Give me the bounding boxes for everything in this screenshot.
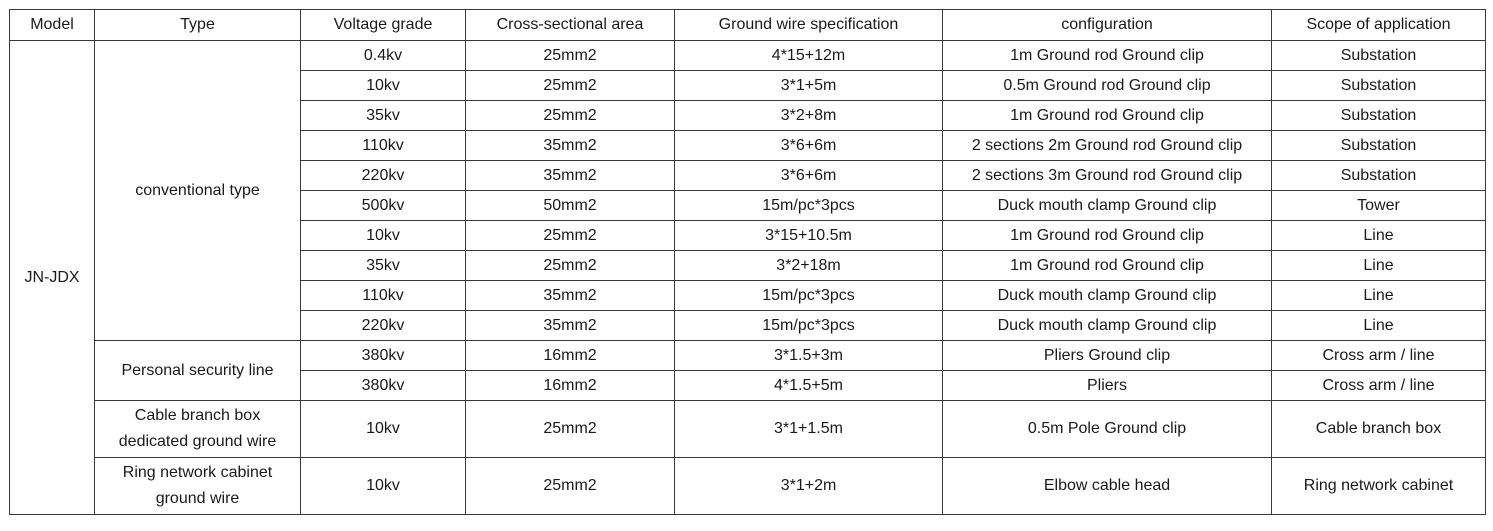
voltage-cell: 35kv — [301, 101, 466, 131]
voltage-cell: 380kv — [301, 341, 466, 371]
ground-wire-cell: 3*1+2m — [675, 458, 943, 515]
voltage-cell: 0.4kv — [301, 41, 466, 71]
scope-cell: Cross arm / line — [1272, 371, 1486, 401]
area-cell: 25mm2 — [466, 71, 675, 101]
voltage-cell: 10kv — [301, 401, 466, 458]
voltage-cell: 35kv — [301, 251, 466, 281]
scope-cell: Cross arm / line — [1272, 341, 1486, 371]
voltage-cell: 220kv — [301, 311, 466, 341]
configuration-cell: 1m Ground rod Ground clip — [943, 251, 1272, 281]
scope-cell: Line — [1272, 251, 1486, 281]
voltage-cell: 10kv — [301, 458, 466, 515]
header-voltage: Voltage grade — [301, 10, 466, 41]
header-model: Model — [10, 10, 95, 41]
ground-wire-cell: 15m/pc*3pcs — [675, 311, 943, 341]
header-row — [10, 10, 1486, 41]
scope-cell: Substation — [1272, 161, 1486, 191]
ground-wire-cell: 15m/pc*3pcs — [675, 191, 943, 221]
ground-wire-cell: 3*1.5+3m — [675, 341, 943, 371]
type-cell-personal: Personal security line — [95, 341, 301, 401]
configuration-cell: Duck mouth clamp Ground clip — [943, 191, 1272, 221]
grounding-wire-spec-table — [9, 9, 1486, 515]
header-scope: Scope of application — [1272, 10, 1486, 41]
area-cell: 25mm2 — [466, 41, 675, 71]
scope-cell: Tower — [1272, 191, 1486, 221]
area-cell: 16mm2 — [466, 341, 675, 371]
voltage-cell: 110kv — [301, 131, 466, 161]
ground-wire-cell: 3*1+1.5m — [675, 401, 943, 458]
configuration-cell: Pliers Ground clip — [943, 341, 1272, 371]
type-cell-conventional: conventional type — [95, 41, 301, 341]
scope-cell: Ring network cabinet — [1272, 458, 1486, 515]
header-ground-wire: Ground wire specification — [675, 10, 943, 41]
ground-wire-cell: 3*2+8m — [675, 101, 943, 131]
ground-wire-cell: 4*15+12m — [675, 41, 943, 71]
area-cell: 25mm2 — [466, 458, 675, 515]
voltage-cell: 500kv — [301, 191, 466, 221]
configuration-cell: 1m Ground rod Ground clip — [943, 41, 1272, 71]
ground-wire-cell: 4*1.5+5m — [675, 371, 943, 401]
header-configuration: configuration — [943, 10, 1272, 41]
scope-cell: Substation — [1272, 101, 1486, 131]
type-cell-ring-network: Ring network cabinet ground wire — [95, 458, 301, 515]
voltage-cell: 220kv — [301, 161, 466, 191]
ground-wire-cell: 3*2+18m — [675, 251, 943, 281]
area-cell: 50mm2 — [466, 191, 675, 221]
ground-wire-cell: 3*6+6m — [675, 131, 943, 161]
voltage-cell: 380kv — [301, 371, 466, 401]
configuration-cell: Elbow cable head — [943, 458, 1272, 515]
ground-wire-cell: 3*1+5m — [675, 71, 943, 101]
table-row — [10, 458, 1486, 515]
area-cell: 25mm2 — [466, 221, 675, 251]
spec-table-sheet — [9, 9, 1485, 522]
voltage-cell: 110kv — [301, 281, 466, 311]
scope-cell: Line — [1272, 311, 1486, 341]
area-cell: 25mm2 — [466, 251, 675, 281]
area-cell: 35mm2 — [466, 131, 675, 161]
voltage-cell: 10kv — [301, 71, 466, 101]
table-row — [10, 341, 1486, 371]
ground-wire-cell: 15m/pc*3pcs — [675, 281, 943, 311]
configuration-cell: 1m Ground rod Ground clip — [943, 101, 1272, 131]
configuration-cell: 2 sections 2m Ground rod Ground clip — [943, 131, 1272, 161]
header-type: Type — [95, 10, 301, 41]
configuration-cell: Duck mouth clamp Ground clip — [943, 311, 1272, 341]
configuration-cell: 0.5m Ground rod Ground clip — [943, 71, 1272, 101]
area-cell: 25mm2 — [466, 401, 675, 458]
model-cell: JN-JDX — [10, 41, 95, 515]
scope-cell: Line — [1272, 281, 1486, 311]
area-cell: 35mm2 — [466, 161, 675, 191]
configuration-cell: Pliers — [943, 371, 1272, 401]
configuration-cell: 0.5m Pole Ground clip — [943, 401, 1272, 458]
area-cell: 35mm2 — [466, 311, 675, 341]
configuration-cell: 2 sections 3m Ground rod Ground clip — [943, 161, 1272, 191]
scope-cell: Substation — [1272, 131, 1486, 161]
scope-cell: Substation — [1272, 41, 1486, 71]
scope-cell: Cable branch box — [1272, 401, 1486, 458]
table-row — [10, 401, 1486, 458]
voltage-cell: 10kv — [301, 221, 466, 251]
area-cell: 25mm2 — [466, 101, 675, 131]
area-cell: 16mm2 — [466, 371, 675, 401]
scope-cell: Line — [1272, 221, 1486, 251]
ground-wire-cell: 3*6+6m — [675, 161, 943, 191]
scope-cell: Substation — [1272, 71, 1486, 101]
ground-wire-cell: 3*15+10.5m — [675, 221, 943, 251]
area-cell: 35mm2 — [466, 281, 675, 311]
configuration-cell: Duck mouth clamp Ground clip — [943, 281, 1272, 311]
type-cell-cable-branch: Cable branch box dedicated ground wire — [95, 401, 301, 458]
header-area: Cross-sectional area — [466, 10, 675, 41]
table-row — [10, 41, 1486, 71]
configuration-cell: 1m Ground rod Ground clip — [943, 221, 1272, 251]
